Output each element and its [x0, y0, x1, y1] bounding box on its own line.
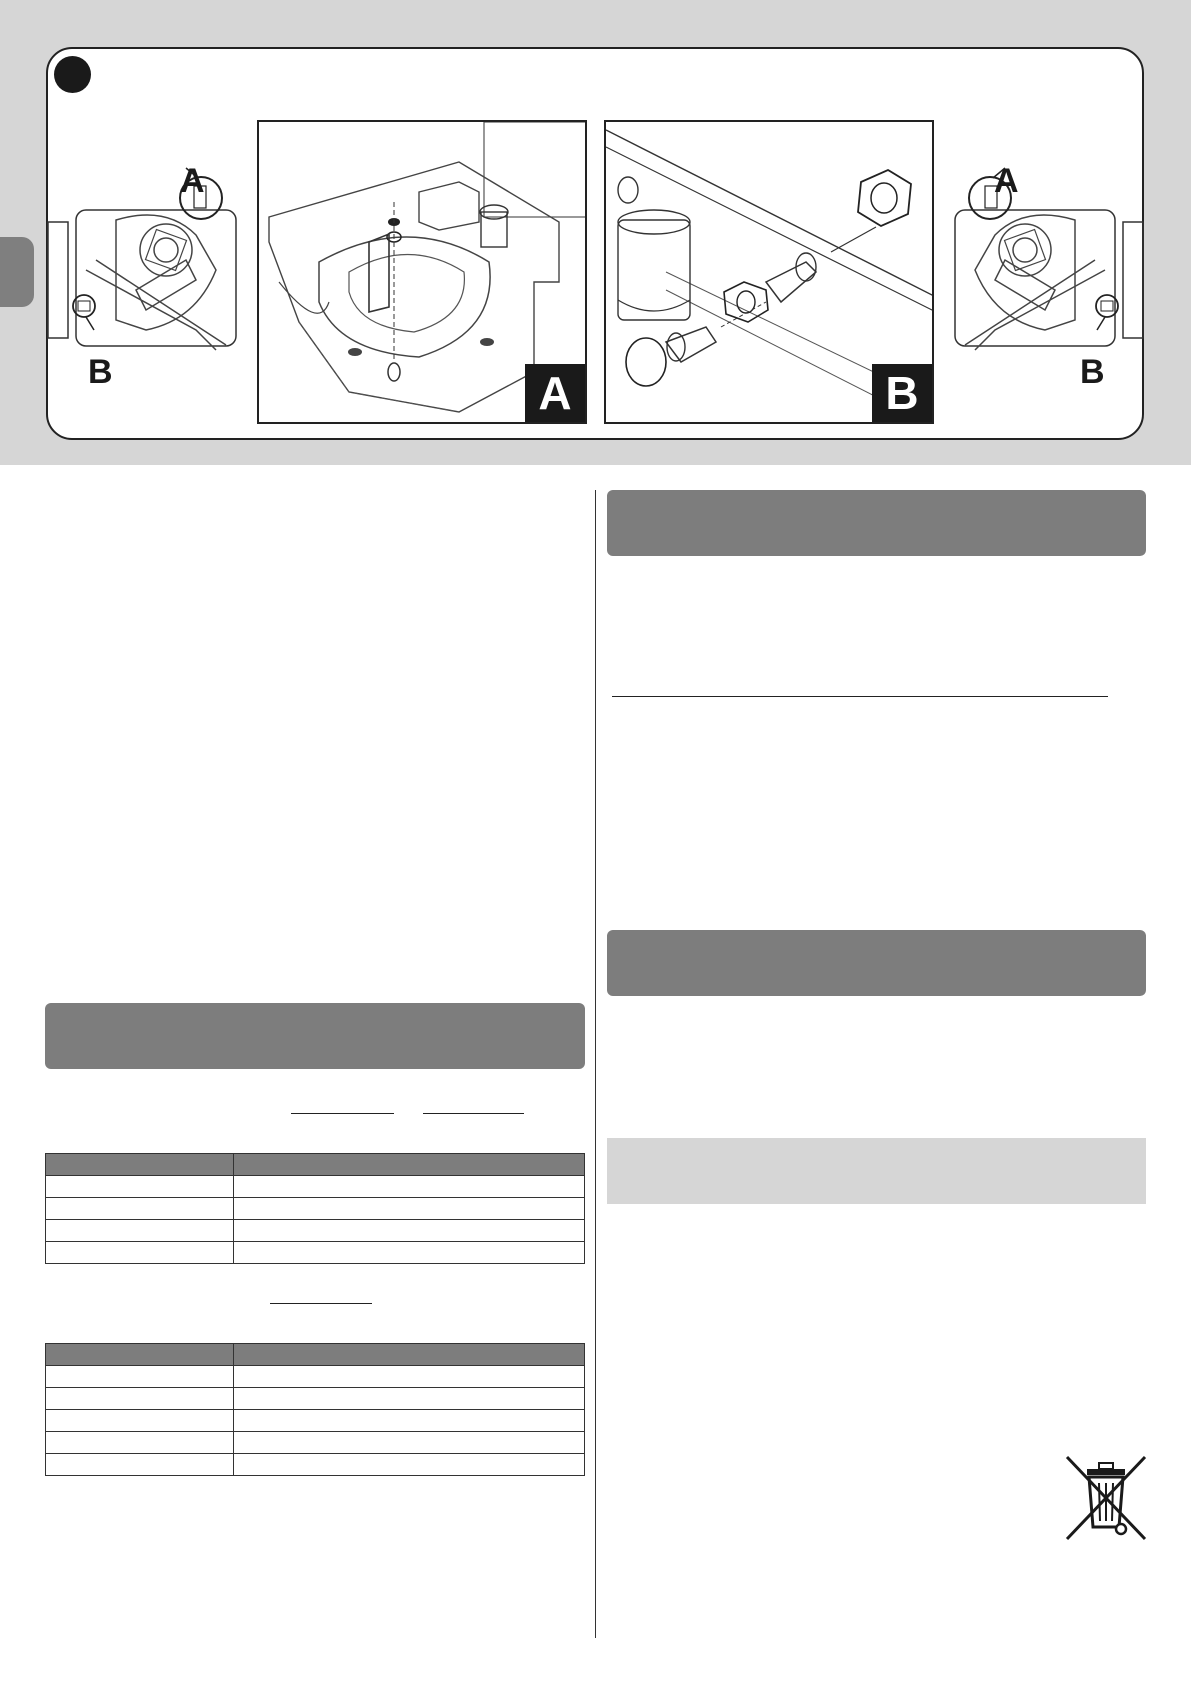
underline-left-2	[423, 1113, 524, 1114]
left-section-header	[45, 1003, 585, 1069]
underline-left-1	[291, 1113, 394, 1114]
right-motor-drawing	[945, 150, 1145, 380]
right-section-header-3	[607, 1138, 1146, 1204]
table-row	[46, 1388, 585, 1410]
right-section-header-2	[607, 930, 1146, 996]
table-row	[46, 1432, 585, 1454]
table-row	[46, 1410, 585, 1432]
table-row	[46, 1198, 585, 1220]
underline-left-3	[270, 1303, 372, 1304]
spec-table-1	[45, 1153, 585, 1264]
table-row	[46, 1366, 585, 1388]
table-row	[46, 1176, 585, 1198]
spec-table-2	[45, 1343, 585, 1476]
table-header-row	[46, 1154, 585, 1176]
table-row	[46, 1220, 585, 1242]
figure-number-marker	[54, 56, 91, 93]
detail-panel-b	[604, 120, 934, 424]
table-row	[46, 1242, 585, 1264]
table-header-row	[46, 1344, 585, 1366]
column-divider	[595, 490, 596, 1638]
right-section-header-1	[607, 490, 1146, 556]
callout-b-right: B	[1080, 353, 1105, 391]
language-tab	[0, 237, 34, 307]
table-row	[46, 1454, 585, 1476]
panel-a-badge: A	[525, 364, 585, 422]
crossed-out-wheeled-bin-icon	[1065, 1455, 1147, 1546]
callout-a-right: A	[994, 162, 1019, 200]
underline-right-1	[612, 696, 1108, 697]
panel-b-badge: B	[872, 364, 932, 422]
callout-a-left: A	[180, 162, 205, 200]
callout-b-left: B	[88, 353, 113, 391]
left-motor-drawing	[46, 150, 246, 380]
detail-panel-a	[257, 120, 587, 424]
